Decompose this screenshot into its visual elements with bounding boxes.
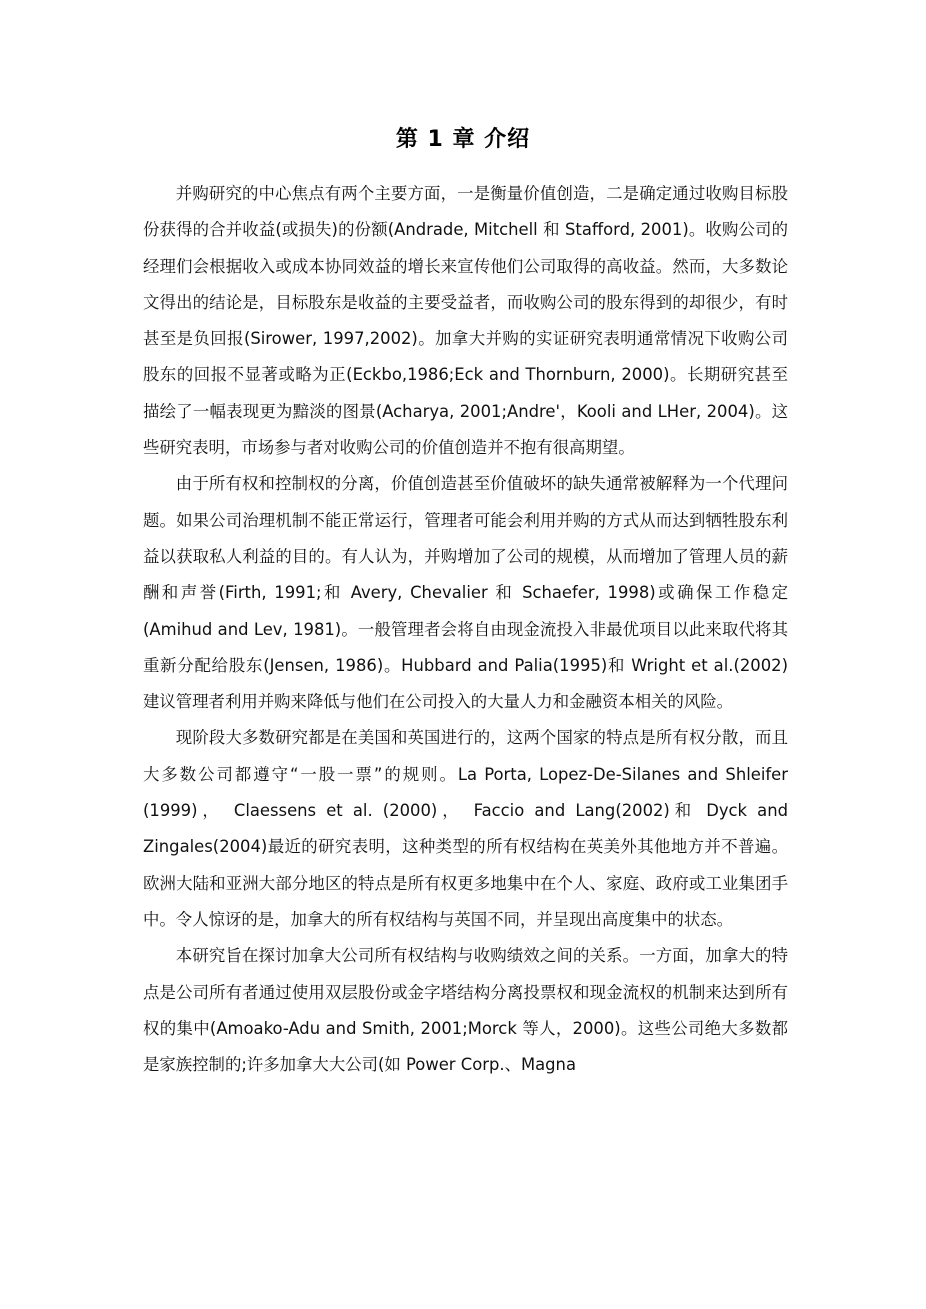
paragraph-3: 现阶段大多数研究都是在美国和英国进行的，这两个国家的特点是所有权分散，而且大多数公司都遵守“一股一票”的规则。La Porta, Lopez-De-Silanes and Shleifer (1999)， Claessens et al. (2000)， Faccio and Lang(2002)和 Dyck and Zingales(2004)最近的研究表明，这种类型的所有权结构在英美外其他地方并不普遍。欧洲大陆和亚洲大部分地区的特点是所有权更多地集中在个人、家庭、政府或工业集团手中。令人惊讶的是，加拿大的所有权结构与英国不同，并呈现出高度集中的状态。 bbox=[143, 728, 788, 929]
paragraph-1: 并购研究的中心焦点有两个主要方面，一是衡量价值创造，二是确定通过收购目标股份获得的合并收益(或损失)的份额(Andrade, Mitchell 和 Stafford, 2001)。收购公司的经理们会根据收入或成本协同效益的增长来宣传他们公司取得的高收益。然而，大多数论文得出的结论是，目标股东是收益的主要受益者，而收购公司的股东得到的却很少，有时甚至是负回报(Sirower, 1997,2002)。加拿大并购的实证研究表明通常情况下收购公司股东的回报不显著或略为正(Eckbo,1986;Eck and Thornburn, 2000)。长期研究甚至描绘了一幅表现更为黯淡的图景(Acharya, 2001;Andre'，Kooli and LHer, 2004)。这些研究表明，市场参与者对收购公司的价值创造并不抱有很高期望。 bbox=[143, 184, 788, 458]
paragraph-4: 本研究旨在探讨加拿大公司所有权结构与收购绩效之间的关系。一方面，加拿大的特点是公司所有者通过使用双层股份或金字塔结构分离投票权和现金流权的机制来达到所有权的集中(Amoako-Adu and Smith, 2001;Morck 等人，2000)。这些公司绝大多数都是家族控制的;许多加拿大大公司(如 Power Corp.、Magna bbox=[143, 946, 788, 1075]
chapter-title: 第 1 章 介绍 bbox=[395, 127, 531, 152]
body-text bbox=[143, 176, 788, 1083]
paragraph-2: 由于所有权和控制权的分离，价值创造甚至价值破坏的缺失通常被解释为一个代理问题。如果公司治理机制不能正常运行，管理者可能会利用并购的方式从而达到牺牲股东利益以获取私人利益的目的。有人认为，并购增加了公司的规模，从而增加了管理人员的薪酬和声誉(Firth, 1991;和 Avery, Chevalier 和 Schaefer, 1998)或确保工作稳定(Amihud and Lev, 1981)。一般管理者会将自由现金流投入非最优项目以此来取代将其重新分配给股东(Jensen, 1986)。Hubbard and Palia(1995)和 Wright et al.(2002)建议管理者利用并购来降低与他们在公司投入的大量人力和金融资本相关的风险。 bbox=[143, 474, 788, 712]
